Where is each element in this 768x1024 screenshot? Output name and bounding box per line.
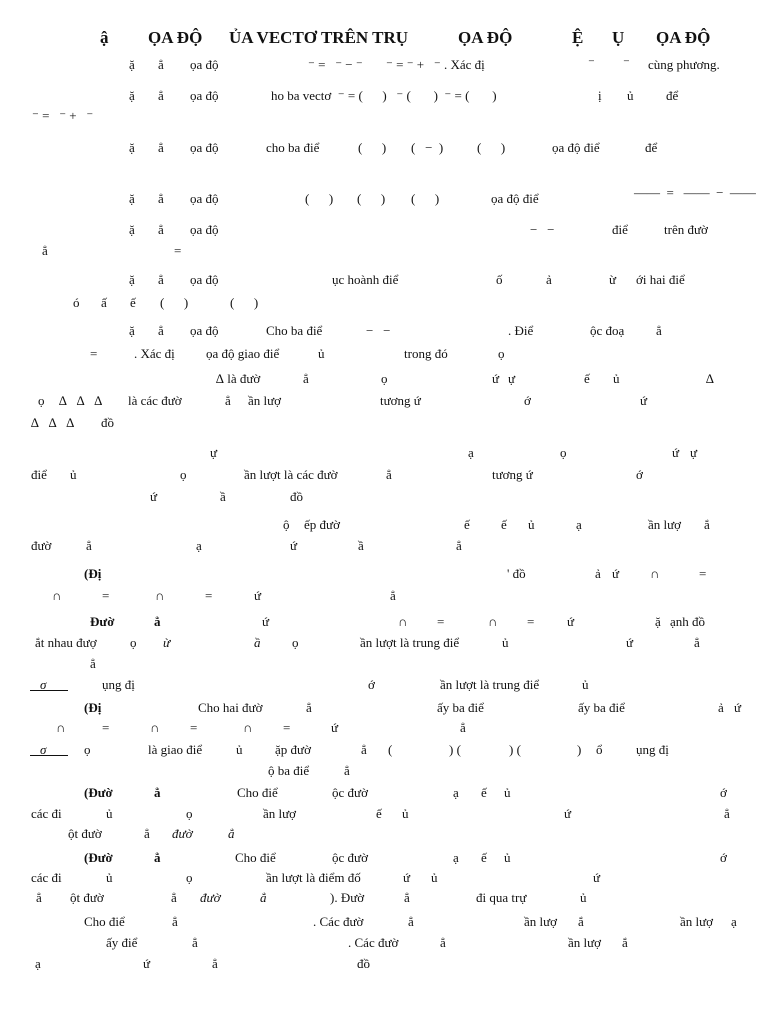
q4-frag: ọa độ điể: [491, 191, 539, 206]
q4-frag: ọa độ: [190, 191, 219, 206]
s6-frag: Cho điể: [237, 785, 278, 800]
s7-frag: ẳ: [260, 890, 267, 905]
s3-frag: ần lượt là trung điể: [440, 677, 540, 692]
q6-frag: ục hoành điể: [332, 272, 399, 287]
q5-frag: ẳ: [42, 243, 48, 258]
s8-frag: ẳ: [212, 956, 218, 971]
s7-frag: đi qua trự: [476, 890, 527, 905]
s5-frag: ọ: [84, 742, 91, 757]
q3-frag: để: [645, 140, 658, 155]
q9-frag: đồ: [290, 489, 303, 504]
s5-frag: ): [577, 742, 582, 757]
s2-frag: =: [527, 614, 535, 629]
q8-frag: ∆ là đườ: [216, 371, 261, 386]
s7-frag: ẳ: [36, 890, 42, 905]
s5-underline: [30, 755, 68, 756]
s7-frag: ộc đườ: [332, 850, 368, 865]
q8-frag: ọ: [38, 393, 45, 408]
q1-frag: ẳ: [158, 57, 164, 72]
q7-frag: =: [90, 346, 98, 361]
s6-frag: ẳ: [144, 826, 150, 841]
s2-frag: ẳ: [90, 656, 96, 671]
s6-frag: (Đườ: [84, 785, 113, 800]
s3-frag: σ: [40, 677, 47, 692]
s6-frag: ẳ: [724, 806, 730, 821]
q8-frag: ∆: [706, 371, 714, 386]
s5-frag: ụng đị: [636, 742, 669, 757]
s2-frag: ần lượt là trung điể: [360, 635, 460, 650]
q8-frag: ủ: [613, 371, 620, 386]
s6-frag: đườ: [172, 826, 193, 841]
s5-frag: ẳ: [361, 742, 367, 757]
q3-frag: cho ba điể: [266, 140, 320, 155]
s4-frag: ẳ: [306, 700, 312, 715]
q5-frag: ặ: [129, 222, 135, 237]
s7-frag: ẳ: [154, 850, 161, 865]
q5-frag: ẳ: [158, 222, 164, 237]
q4-frag: ( ): [357, 191, 386, 206]
s5-frag: σ: [40, 742, 47, 757]
s6-frag: ủ: [106, 806, 113, 821]
s6-frag: ộc đườ: [332, 785, 368, 800]
s2-frag: Đườ: [90, 614, 115, 629]
q3-frag: ( − ): [411, 140, 444, 155]
s5-frag: ) (: [509, 742, 521, 757]
s1-frag: ứ: [254, 588, 262, 603]
q3-frag: ( ): [358, 140, 387, 155]
q6-frag: ẳ: [158, 272, 164, 287]
q2-frag: ủ: [627, 88, 634, 103]
q7-frag: − −: [366, 323, 391, 338]
s3-underline: [30, 690, 68, 691]
s4-frag: ứ: [734, 700, 742, 715]
s1-frag: ∩: [52, 588, 62, 603]
s2-frag: ứ: [567, 614, 575, 629]
s2-frag: ặ: [655, 614, 661, 629]
s8-frag: ạ: [731, 914, 737, 929]
q7-frag: ọa độ: [190, 323, 219, 338]
s4-frag: ∩: [150, 720, 160, 735]
s2-frag: ẳ: [694, 635, 700, 650]
q8-frag: ế: [584, 371, 590, 386]
s1-frag: ∩: [155, 588, 165, 603]
q1-frag: ⁻ = ⁻ − ⁻: [308, 57, 363, 72]
q1-frag: ặ: [129, 57, 135, 72]
title-seg-3: ỦA VECTƠ TRÊN TRỤ: [229, 28, 409, 47]
q5-frag: ọa độ: [190, 222, 219, 237]
q10-frag: ạ: [196, 538, 202, 553]
q8-frag: ẳ: [303, 371, 309, 386]
q2-frag: ị: [598, 88, 602, 103]
q8-frag: ớ: [524, 393, 531, 408]
s1-frag: ả: [595, 566, 601, 581]
q8-frag: đồ: [101, 415, 114, 430]
q7-frag: ủ: [318, 346, 325, 361]
s6-frag: ủ: [402, 806, 409, 821]
q9-frag: ự: [210, 445, 218, 460]
s7-frag: ần lượt là điểm đố: [266, 870, 361, 885]
title-seg-6: Ụ: [612, 28, 625, 47]
q2-frag: để: [666, 88, 679, 103]
s4-frag: ∩: [243, 720, 253, 735]
q7-frag: . Điể: [508, 323, 534, 338]
q7-frag: . Xác đị: [134, 346, 175, 361]
s5-frag: ủ: [236, 742, 243, 757]
s7-frag: ủ: [431, 870, 438, 885]
s2-frag: ọ: [292, 635, 299, 650]
q6-frag: ế: [130, 295, 136, 310]
title-seg-5: Ệ: [572, 28, 584, 47]
q2-frag: ⁻ = ⁻ + ⁻: [32, 108, 94, 123]
s8-frag: ắ: [578, 914, 584, 929]
q7-frag: ặ: [129, 323, 135, 338]
q6-frag: ố: [496, 272, 503, 287]
s8-frag: ần lượ: [568, 935, 602, 950]
s5-frag: ặp đườ: [275, 742, 311, 757]
q9-frag: tương ứ: [492, 467, 533, 482]
q8-frag: ∆ ∆ ∆: [59, 393, 103, 408]
s7-frag: ủ: [106, 870, 113, 885]
s8-frag: ần lượ: [524, 914, 558, 929]
title-seg-1: ậ: [100, 28, 109, 47]
s8-frag: ẳ: [440, 935, 446, 950]
s4-frag: ấy ba điể: [437, 700, 484, 715]
q5-frag: − −: [530, 222, 555, 237]
q5-frag: trên đườ: [664, 222, 708, 237]
s3-frag: ớ: [368, 677, 375, 692]
s1-frag: ứ: [612, 566, 620, 581]
s1-frag: ' đồ: [507, 566, 526, 581]
q8-frag: ứ: [492, 371, 500, 386]
s7-frag: ứ: [593, 870, 601, 885]
s7-frag: (Đườ: [84, 850, 113, 865]
q9-frag: ẳ: [386, 467, 392, 482]
q10-frag: ầ: [358, 538, 364, 553]
q6-frag: ó: [73, 295, 80, 310]
q10-frag: ắ: [704, 517, 710, 532]
s8-frag: ẳ: [408, 914, 414, 929]
s5-frag: ộ ba điể: [268, 763, 310, 778]
q9-frag: ọ: [560, 445, 567, 460]
q8-frag: ự: [508, 371, 516, 386]
q9-frag: ứ: [672, 445, 680, 460]
q8-frag: là các đườ: [128, 393, 182, 408]
s2-frag: ủ: [502, 635, 509, 650]
s2-frag: ∩: [398, 614, 408, 629]
s1-frag: ẳ: [390, 588, 396, 603]
q10-frag: ế: [464, 517, 470, 532]
s1-frag: (Đị: [84, 566, 102, 581]
s8-frag: ứ: [143, 956, 151, 971]
s7-frag: ớ: [720, 850, 727, 865]
q4-frag: ẳ: [158, 191, 164, 206]
q6-frag: ( ): [230, 295, 259, 310]
q9-frag: ự: [690, 445, 698, 460]
q9-frag: ớ: [636, 467, 643, 482]
q5-frag: =: [174, 243, 182, 258]
s5-frag: ) (: [449, 742, 461, 757]
s8-frag: ắ: [622, 935, 628, 950]
q9-frag: ầ: [220, 489, 226, 504]
q8-frag: tương ứ: [380, 393, 421, 408]
q4-frag: ( ): [305, 191, 334, 206]
q7-frag: ẳ: [158, 323, 164, 338]
q6-frag: ấ: [101, 295, 107, 310]
s2-frag: ẳ: [154, 614, 161, 629]
q7-frag: ọ: [498, 346, 505, 361]
q10-frag: ộ: [283, 517, 290, 532]
title-seg-4: ỌA ĐỘ: [458, 28, 513, 47]
s7-frag: ). Đườ: [330, 890, 365, 905]
s6-frag: ứ: [564, 806, 572, 821]
s4-frag: ẳ: [460, 720, 466, 735]
q10-frag: ẳ: [86, 538, 92, 553]
s4-frag: (Đị: [84, 700, 102, 715]
s7-frag: ột đườ: [70, 890, 104, 905]
s1-frag: ∩: [650, 566, 660, 581]
q4-frag: ( ): [411, 191, 440, 206]
s2-frag: ∩: [488, 614, 498, 629]
q6-frag: ( ): [160, 295, 189, 310]
q6-frag: ừ: [609, 272, 617, 287]
s1-frag: =: [699, 566, 707, 581]
q7-frag: ọa độ giao điể: [206, 346, 280, 361]
q9-frag: ủ: [70, 467, 77, 482]
q5-frag: điể: [612, 222, 628, 237]
q6-frag: ặ: [129, 272, 135, 287]
s7-frag: Cho điể: [235, 850, 276, 865]
q8-frag: ọ: [381, 371, 388, 386]
s2-frag: ạnh đồ: [670, 614, 706, 629]
q7-frag: trong đó: [404, 346, 448, 361]
q2-frag: ho ba vectơ ⁻ = ( ) ⁻ ( ) ⁻ = ( ): [271, 88, 497, 103]
q10-frag: đườ: [31, 538, 52, 553]
q9-frag: ạ: [468, 445, 474, 460]
q3-frag: ( ): [477, 140, 506, 155]
s2-frag: ừ: [163, 635, 171, 650]
s6-frag: ạ: [453, 785, 459, 800]
s8-frag: ần lượ: [680, 914, 714, 929]
q10-frag: ẳ: [456, 538, 462, 553]
s7-frag: ạ: [453, 850, 459, 865]
s7-frag: đườ: [200, 890, 221, 905]
s7-frag: các đi: [31, 870, 62, 885]
q2-frag: ọa độ: [190, 88, 219, 103]
s6-frag: ủ: [504, 785, 511, 800]
s6-frag: ế: [481, 785, 487, 800]
s8-frag: ẳ: [192, 935, 198, 950]
q6-frag: ới hai điể: [636, 272, 685, 287]
s4-frag: ∩: [56, 720, 66, 735]
q4-frag: ặ: [129, 191, 135, 206]
s4-frag: ứ: [331, 720, 339, 735]
q7-frag: Cho ba điể: [266, 323, 323, 338]
s3-frag: ụng đị: [102, 677, 135, 692]
q9-frag: ứ: [150, 489, 158, 504]
s5-frag: (: [388, 742, 393, 757]
q8-frag: ∆ ∆ ∆: [31, 415, 75, 430]
q4-frag: —— = —— − ——: [634, 185, 756, 200]
s7-frag: ủ: [580, 890, 587, 905]
s8-frag: ẳ: [172, 914, 178, 929]
s4-frag: =: [190, 720, 198, 735]
q9-frag: ọ: [180, 467, 187, 482]
s2-frag: ứ: [626, 635, 634, 650]
q10-frag: ủ: [528, 517, 535, 532]
title-seg-7: ỌA ĐỘ: [656, 28, 711, 47]
s6-frag: các đi: [31, 806, 62, 821]
s2-frag: ắt nhau đượ: [35, 635, 97, 650]
s3-frag: ủ: [582, 677, 589, 692]
s5-frag: ổ: [596, 742, 603, 757]
s6-frag: ẳ: [228, 826, 235, 841]
s2-frag: ọ: [130, 635, 137, 650]
s7-frag: ủ: [504, 850, 511, 865]
s6-frag: ọ: [186, 806, 193, 821]
s8-frag: . Các đườ: [313, 914, 364, 929]
q7-frag: ẳ: [656, 323, 662, 338]
s6-frag: ần lượ: [263, 806, 297, 821]
q10-frag: ạ: [576, 517, 582, 532]
q7-frag: ộc đoạ: [590, 323, 625, 338]
s4-frag: =: [102, 720, 110, 735]
s7-frag: ẳ: [171, 890, 177, 905]
q1-frag: cùng phương.: [648, 57, 720, 72]
s1-frag: =: [102, 588, 110, 603]
s8-frag: ấy điể: [106, 935, 138, 950]
s8-frag: . Các đườ: [348, 935, 399, 950]
s7-frag: ọ: [186, 870, 193, 885]
q1-frag: ⁻ = ⁻ + ⁻ . Xác đị: [386, 57, 485, 72]
s2-frag: ứ: [262, 614, 270, 629]
q1-frag: ⁻: [623, 55, 630, 70]
q6-frag: ả: [546, 272, 552, 287]
q1-frag: ọa độ: [190, 57, 219, 72]
q8-frag: ứ: [640, 393, 648, 408]
q9-frag: điể: [31, 467, 47, 482]
s7-frag: ế: [481, 850, 487, 865]
q10-frag: ứ: [290, 538, 298, 553]
q3-frag: ẳ: [158, 140, 164, 155]
s6-frag: ế: [376, 806, 382, 821]
s6-frag: ớ: [720, 785, 727, 800]
s2-frag: ầ: [254, 635, 261, 650]
s6-frag: ẳ: [154, 785, 161, 800]
s4-frag: ả: [718, 700, 724, 715]
q1-frag: ⁻: [588, 55, 595, 70]
s8-frag: ạ: [35, 956, 41, 971]
q2-frag: ẳ: [158, 88, 164, 103]
q3-frag: ọa độ điể: [552, 140, 600, 155]
q3-frag: ọa độ: [190, 140, 219, 155]
s4-frag: Cho hai đườ: [198, 700, 263, 715]
q10-frag: ếp đườ: [304, 517, 340, 532]
q3-frag: ặ: [129, 140, 135, 155]
q8-frag: ẳ: [225, 393, 231, 408]
s8-frag: đồ: [357, 956, 370, 971]
title-seg-2: ỌA ĐỘ: [148, 28, 203, 47]
q9-frag: ần lượt là các đườ: [244, 467, 338, 482]
s4-frag: =: [283, 720, 291, 735]
s7-frag: ứ: [403, 870, 411, 885]
s6-frag: ột đườ: [68, 826, 102, 841]
s5-frag: là giao điể: [148, 742, 203, 757]
s1-frag: =: [205, 588, 213, 603]
s8-frag: Cho điể: [84, 914, 125, 929]
q8-frag: ần lượ: [248, 393, 282, 408]
q2-frag: ặ: [129, 88, 135, 103]
q10-frag: ần lượ: [648, 517, 682, 532]
s5-frag: ẳ: [344, 763, 350, 778]
q10-frag: ế: [501, 517, 507, 532]
s7-frag: ẳ: [404, 890, 410, 905]
s4-frag: ấy ba điể: [578, 700, 625, 715]
s2-frag: =: [437, 614, 445, 629]
q6-frag: ọa độ: [190, 272, 219, 287]
